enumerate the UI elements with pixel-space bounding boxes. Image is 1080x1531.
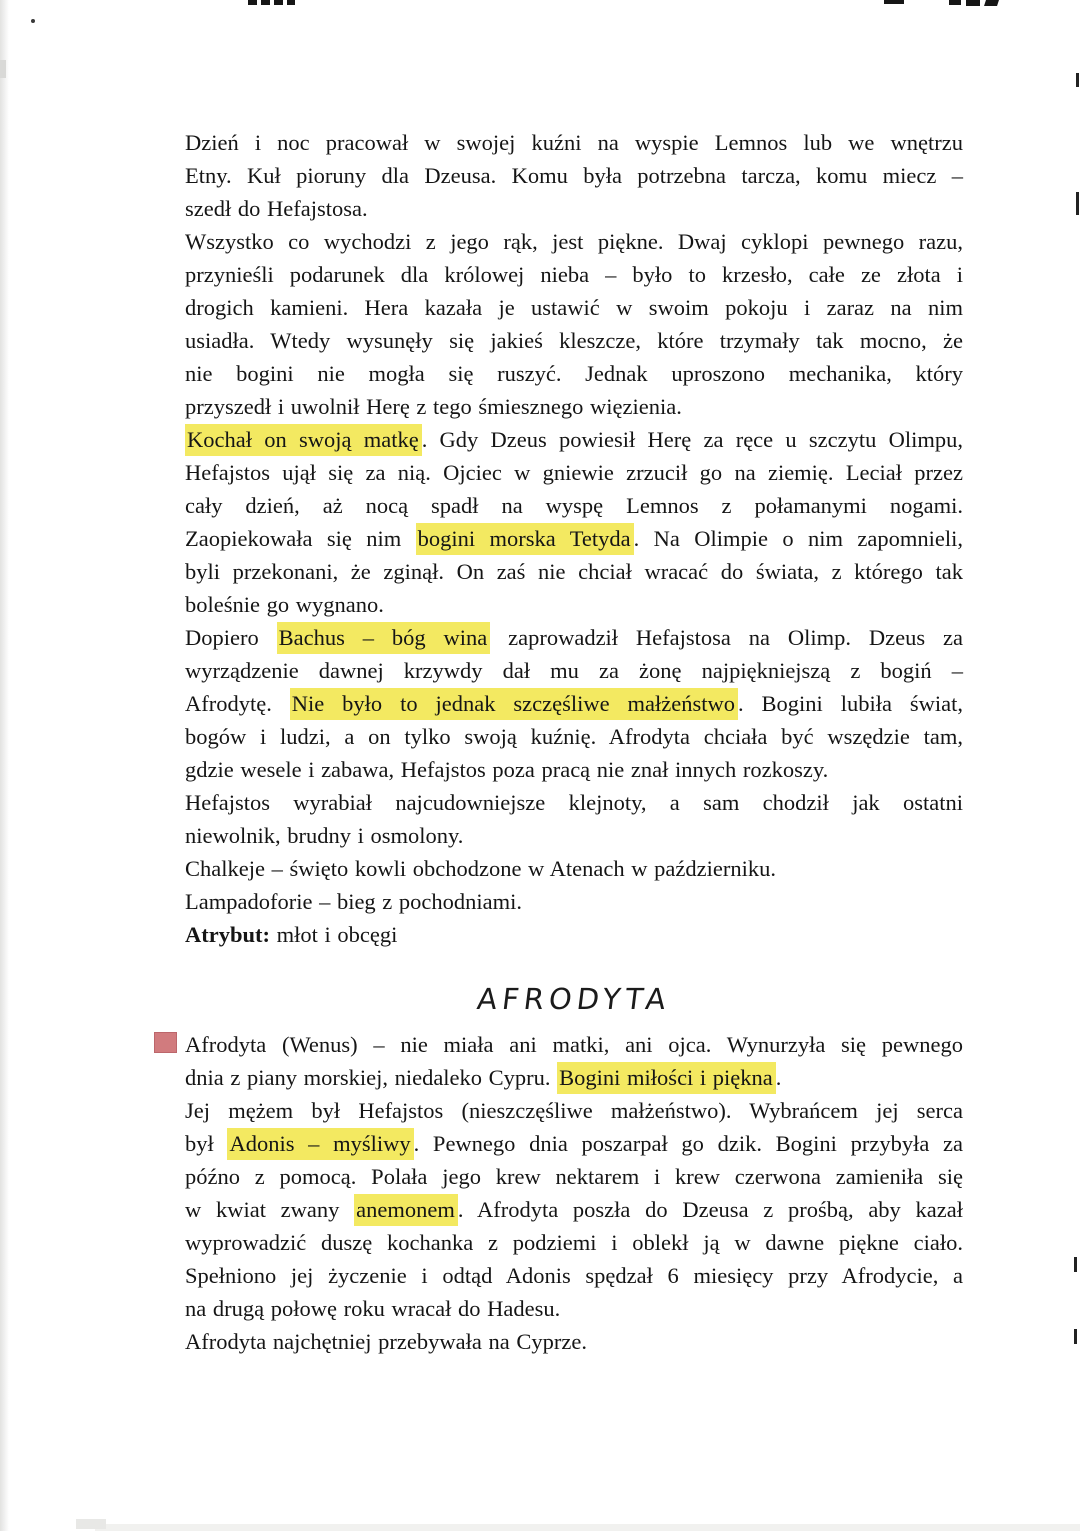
text-segment: Hefajstos wyrabiał najcudowniejsze klejnoty, a sam chodził jak ostatni: [185, 790, 963, 815]
text-segment: Hefajstos ujął się za nią. Ojciec w gniewie zrzucił go na ziemię. Leciał przez: [185, 460, 963, 485]
text-line: [185, 126, 963, 159]
text-segment: Jej mężem był Hefajstos (nieszczęśliwe małżeństwo). Wybrańcem jej serca: [185, 1098, 963, 1123]
paragraph: [185, 786, 963, 852]
text-segment: był: [185, 1131, 228, 1156]
scan-dot-artifact: [31, 19, 35, 23]
text-segment: Afrodyta (Wenus) – nie miała ani matki, ani ojca. Wynurzyła się pewnego: [185, 1032, 963, 1057]
text-line: [185, 1193, 963, 1226]
text-segment: byli przekonani, że zginął. On zaś nie chciał wracać do świata, z którego tak: [185, 559, 963, 584]
text-segment: na drugą połowę roku wracał do Hadesu.: [185, 1296, 561, 1321]
text-segment: Dzień i noc pracował w swojej kuźni na wyspie Lemnos lub we wnętrzu: [185, 130, 963, 155]
text-segment: Lampadoforie – bieg z pochodniami.: [185, 889, 523, 914]
text-line: [185, 720, 963, 753]
text-segment: Atrybut:: [185, 922, 270, 947]
margin-tick-mark: [1074, 1257, 1077, 1272]
paragraph: [185, 1325, 963, 1358]
paragraph: [185, 1094, 963, 1325]
text-segment: . Gdy Dzeus powiesił Herę za ręce u szczytu Olimpu,: [421, 427, 963, 452]
text-segment: Afrodyta najchętniej przebywała na Cyprze.: [185, 1329, 587, 1354]
text-segment: późno z pomocą. Polała jego krew nektarem i krew czerwona zamieniła się: [185, 1164, 963, 1189]
text-line: [185, 819, 963, 852]
highlighted-text: Bogini miłości i piękna: [557, 1062, 776, 1094]
text-line: [185, 1061, 963, 1094]
scan-artifact: [274, 0, 283, 5]
text-segment: . Afrodyta poszła do Dzeusa z prośbą, aby kazał: [457, 1197, 963, 1222]
text-segment: Zaopiekowała się nim: [185, 526, 416, 551]
text-line: [185, 1094, 963, 1127]
text-line: [185, 687, 963, 720]
text-segment: wyrządzenie dawnej krzywdy dał mu za żonę najpiękniejszą z bogiń –: [185, 658, 963, 683]
scan-artifact: [287, 0, 295, 5]
paragraph: [185, 852, 963, 885]
text-segment: cały dzień, aż nocą spadł na wyspę Lemnos z połamanymi nogami.: [185, 493, 963, 518]
scan-edge-smudge: [0, 60, 6, 78]
text-line: [185, 258, 963, 291]
text-line: [185, 621, 963, 654]
text-line: [185, 357, 963, 390]
text-line: [185, 654, 963, 687]
text-segment: Dopiero: [185, 625, 277, 650]
text-line: [185, 225, 963, 258]
text-segment: Spełniono jej życzenie i odtąd Adonis spędzał 6 miesięcy przy Afrodycie, a: [185, 1263, 963, 1288]
scan-artifact: [884, 0, 904, 4]
text-segment: Wszystko co wychodzi z jego rąk, jest piękne. Dwaj cyklopi pewnego razu,: [185, 229, 963, 254]
text-segment: boleśnie go wygnano.: [185, 592, 384, 617]
text-line: [185, 753, 963, 786]
text-line: [185, 885, 963, 918]
scan-artifact: [261, 0, 270, 5]
text-line: [185, 1160, 963, 1193]
text-line: [185, 852, 963, 885]
text-segment: przynieśli podarunek dla królowej nieba – było to krzesło, całe ze złota i: [185, 262, 963, 287]
text-line: [185, 522, 963, 555]
margin-tick-mark: [1074, 1329, 1077, 1344]
text-segment: . Pewnego dnia poszarpał go dzik. Bogini przybyła za: [413, 1131, 964, 1156]
text-segment: zaprowadził Hefajstosa na Olimp. Dzeus za: [490, 625, 963, 650]
text-line: [185, 192, 963, 225]
text-segment: bogów i ludzi, a on tylko swoją kuźnię. Afrodyta chciała być wszędzie tam,: [185, 724, 963, 749]
paragraph: [185, 621, 963, 786]
paragraph: [185, 918, 963, 951]
section-afrodyta: [185, 982, 963, 1358]
text-segment: dnia z piany morskiej, niedaleko Cypru.: [185, 1065, 558, 1090]
paragraph: [185, 423, 963, 621]
text-segment: niewolnik, brudny i osmolony.: [185, 823, 464, 848]
text-line: [185, 324, 963, 357]
text-segment: .: [775, 1065, 782, 1090]
text-segment: w kwiat zwany: [185, 1197, 355, 1222]
text-segment: Afrodytę.: [185, 691, 290, 716]
text-line: [185, 1292, 963, 1325]
scan-artifact: [949, 0, 961, 5]
text-segment: przyszedł i uwolnił Herę z tego śmiesznego więzienia.: [185, 394, 682, 419]
text-segment: gdzie wesele i zabawa, Hefajstos poza pracą nie znał innych rozkoszy.: [185, 757, 829, 782]
text-line: [185, 489, 963, 522]
scan-artifact: [248, 0, 257, 5]
text-line: [185, 1325, 963, 1358]
text-segment: wyprowadzić duszę kochanka z podziemi i oblekł ją w dawne piękne ciało.: [185, 1230, 963, 1255]
text-line: [185, 786, 963, 819]
text-line: [185, 159, 963, 192]
scan-artifact: [984, 0, 999, 6]
text-line: [185, 423, 963, 456]
text-line: [185, 588, 963, 621]
scan-bottom-edge: [95, 1524, 1080, 1531]
text-line: [185, 1028, 963, 1061]
highlighted-text: Adonis – myśliwy: [227, 1128, 413, 1160]
scan-artifact: [966, 0, 980, 6]
text-segment: szedł do Hefajstosa.: [185, 196, 368, 221]
text-line: [185, 1259, 963, 1292]
highlighted-text: Kochał on swoją matkę: [185, 424, 422, 456]
text-segment: Etny. Kuł pioruny dla Dzeusa. Komu była potrzebna tarcza, komu miecz –: [185, 163, 963, 188]
text-segment: . Bogini lubiła świat,: [737, 691, 963, 716]
paragraph: [185, 225, 963, 423]
highlighted-text: anemonem: [354, 1194, 458, 1226]
text-line: [185, 918, 963, 951]
text-line: [185, 1226, 963, 1259]
scan-edge-smudge: [76, 1519, 106, 1529]
text-segment: młot i obcęgi: [270, 922, 398, 947]
text-segment: Chalkeje – święto kowli obchodzone w Atenach w październiku.: [185, 856, 776, 881]
red-square-bullet: [154, 1032, 177, 1053]
section-hefajstos: [185, 126, 963, 951]
text-line: [185, 291, 963, 324]
text-line: [185, 1127, 963, 1160]
margin-tick-mark: [1076, 192, 1079, 215]
text-segment: drogich kamieni. Hera kazała je ustawić w swoim pokoju i zaraz na nim: [185, 295, 963, 320]
text-line: [185, 456, 963, 489]
text-segment: nie bogini nie mogła się ruszyć. Jednak uproszono mechanika, który: [185, 361, 963, 386]
highlighted-text: bogini morska Tetyda: [416, 523, 634, 555]
text-line: [185, 555, 963, 588]
margin-tick-mark: [1076, 73, 1079, 87]
section-heading: AFRODYTA: [475, 982, 673, 1016]
paragraph: [185, 885, 963, 918]
paragraph: [185, 126, 963, 225]
highlighted-text: Nie było to jednak szczęśliwe małżeństwo: [290, 688, 738, 720]
text-line: [185, 390, 963, 423]
text-column: [185, 126, 963, 1358]
text-segment: . Na Olimpie o nim zapomnieli,: [633, 526, 963, 551]
highlighted-text: Bachus – bóg wina: [277, 622, 491, 654]
paragraph: [185, 1028, 963, 1094]
text-segment: usiadła. Wtedy wysunęły się jakieś kleszcze, które trzymały tak mocno, że: [185, 328, 963, 353]
scan-left-edge-shadow: [0, 0, 9, 1531]
